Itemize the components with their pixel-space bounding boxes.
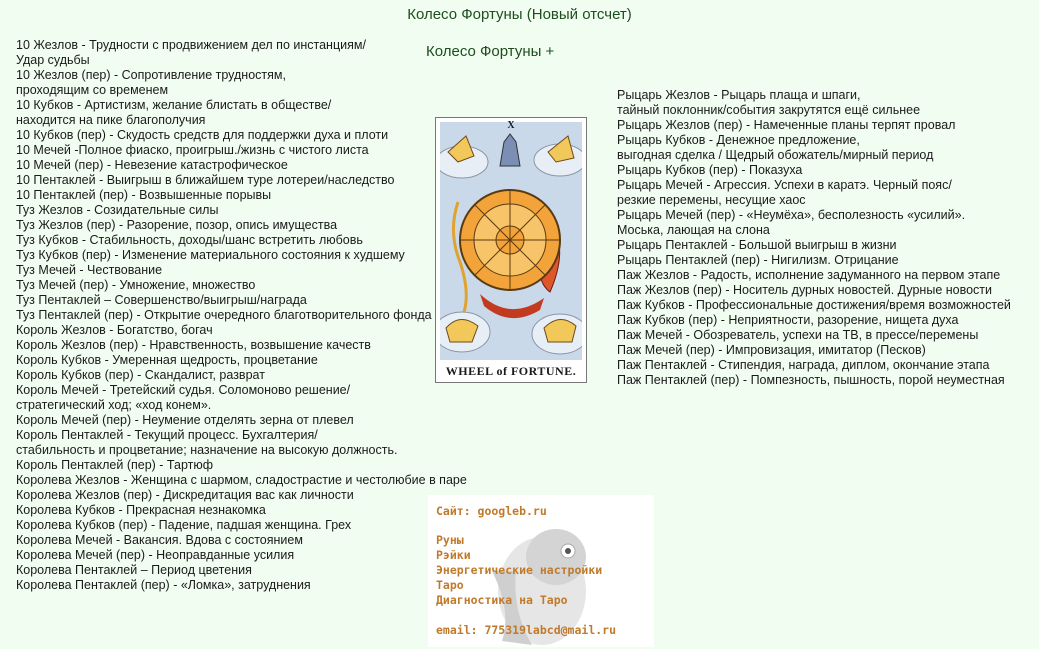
meaning-line: Рыцарь Мечей - Агрессия. Успехи в каратэ. Черный пояс/ — [617, 178, 952, 192]
email-link[interactable]: email: 775319labcd@mail.ru — [436, 623, 617, 637]
meaning-line: Король Мечей - Третейский судья. Соломоново решение/ — [16, 383, 351, 397]
meaning-line: Паж Пентаклей (пер) - Помпезность, пышность, порой неуместная — [617, 373, 1005, 387]
meaning-line: Король Кубков - Умеренная щедрость, процветание — [16, 353, 318, 367]
meaning-line: Рыцарь Пентаклей - Большой выигрыш в жизни — [617, 238, 897, 252]
meaning-line: Паж Кубков (пер) - Неприятности, разорение, нищета духа — [617, 313, 959, 327]
meaning-line: Паж Пентаклей - Стипендия, награда, диплом, окончание этапа — [617, 358, 990, 372]
meaning-line: Паж Жезлов - Радость, исполнение задуманного на первом этапе — [617, 268, 1001, 282]
meaning-line: 10 Пентаклей (пер) - Возвышенные порывы — [16, 188, 272, 202]
left-meanings-list — [16, 38, 467, 593]
meaning-line: Удар судьбы — [16, 53, 90, 67]
meaning-line: Туз Мечей - Чествование — [16, 263, 163, 277]
meaning-line: Моська, лающая на слона — [617, 223, 770, 237]
meaning-line: выгодная сделка / Щедрый обожатель/мирный период — [617, 148, 934, 162]
meaning-line: Паж Мечей (пер) - Импровизация, имитатор (Песков) — [617, 343, 926, 357]
meaning-line: Рыцарь Кубков (пер) - Показуха — [617, 163, 803, 177]
meaning-line: Король Мечей (пер) - Неумение отделять зерна от плевел — [16, 413, 354, 427]
meaning-line: Королева Пентаклей (пер) - «Ломка», затруднения — [16, 578, 311, 592]
meaning-line: Королева Кубков - Прекрасная незнакомка — [16, 503, 266, 517]
meaning-line: 10 Жезлов - Трудности с продвижением дел по инстанциям/ — [16, 38, 366, 52]
meaning-line: стабильность и процветание; назначение на высокую должность. — [16, 443, 398, 457]
meaning-line: Королева Пентаклей – Период цветения — [16, 563, 252, 577]
meaning-line: Король Жезлов - Богатство, богач — [16, 323, 213, 337]
meaning-line: Туз Жезлов (пер) - Разорение, позор, опись имущества — [16, 218, 338, 232]
site-link[interactable]: Сайт: googleb.ru — [436, 504, 547, 518]
service-tarot: Таро — [436, 578, 464, 592]
meaning-line: находится на пике благополучия — [16, 113, 206, 127]
meaning-line: 10 Мечей -Полное фиаско, проигрыш./жизнь с чистого листа — [16, 143, 369, 157]
meaning-line: Королева Мечей (пер) - Неоправданные усилия — [16, 548, 295, 562]
meaning-line: Паж Кубков - Профессиональные достижения/время возможностей — [617, 298, 1011, 312]
meaning-line: стратегический ход; «ход конем». — [16, 398, 212, 412]
meaning-line: Рыцарь Кубков - Денежное предложение, — [617, 133, 860, 147]
meaning-line: Туз Пентаклей (пер) - Открытие очередного благотворительного фонда — [16, 308, 432, 322]
meaning-line: Туз Мечей (пер) - Умножение, множество — [16, 278, 256, 292]
meaning-line: Туз Пентаклей – Совершенство/выигрыш/награда — [16, 293, 307, 307]
service-diagnostics: Диагностика на Таро — [436, 593, 568, 607]
meaning-line: Рыцарь Пентаклей (пер) - Нигилизм. Отрицание — [617, 253, 899, 267]
meaning-line: Рыцарь Жезлов - Рыцарь плаща и шпаги, — [617, 88, 861, 102]
meaning-line: Король Жезлов (пер) - Нравственность, возвышение качеств — [16, 338, 371, 352]
meaning-line: 10 Пентаклей - Выигрыш в ближайшем туре лотереи/наследство — [16, 173, 395, 187]
meaning-line: Туз Кубков (пер) - Изменение материального состояния к худшему — [16, 248, 405, 262]
advert-block — [428, 495, 654, 647]
meaning-line: Рыцарь Жезлов (пер) - Намеченные планы терпят провал — [617, 118, 956, 132]
meaning-line: резкие перемены, несущие хаос — [617, 193, 806, 207]
meaning-line: проходящим со временем — [16, 83, 169, 97]
meaning-line: Паж Жезлов (пер) - Носитель дурных новостей. Дурные новости — [617, 283, 993, 297]
page-title: Колесо Фортуны (Новый отсчет) — [407, 6, 632, 23]
card-illustration — [440, 122, 582, 360]
card-caption: WHEEL of FORTUNE. — [445, 364, 577, 378]
meaning-line: Паж Мечей - Обозреватель, успехи на ТВ, в прессе/перемены — [617, 328, 979, 342]
meaning-line: Королева Мечей - Вакансия. Вдова с состоянием — [16, 533, 303, 547]
meaning-line: 10 Мечей (пер) - Невезение катастрофическое — [16, 158, 288, 172]
service-energy: Энергетические настройки — [436, 563, 603, 577]
meaning-line: Королева Жезлов - Женщина с шармом, сладострастие и честолюбие в паре — [16, 473, 467, 487]
meaning-line: Королева Жезлов (пер) - Дискредитация вас как личности — [16, 488, 354, 502]
meaning-line: 10 Кубков (пер) - Скудость средств для поддержки духа и плоти — [16, 128, 389, 142]
meaning-line: Король Пентаклей (пер) - Тартюф — [16, 458, 214, 472]
meaning-line: 10 Кубков - Артистизм, желание блистать в обществе/ — [16, 98, 332, 112]
wheel-of-fortune-card — [435, 117, 587, 383]
card-numeral: X — [507, 120, 515, 131]
meaning-line: Король Кубков (пер) - Скандалист, разврат — [16, 368, 265, 382]
card-subtitle: Колесо Фортуны + — [426, 43, 555, 60]
right-meanings-list — [617, 88, 1011, 388]
service-reiki: Рэйки — [436, 548, 471, 562]
meaning-line: Королева Кубков (пер) - Падение, падшая женщина. Грех — [16, 518, 352, 532]
meaning-line: Туз Кубков - Стабильность, доходы/шанс встретить любовь — [16, 233, 363, 247]
meaning-line: 10 Жезлов (пер) - Сопротивление трудностям, — [16, 68, 286, 82]
meaning-line: Король Пентаклей - Текущий процесс. Бухгалтерия/ — [16, 428, 318, 442]
meaning-line: Туз Жезлов - Созидательные силы — [16, 203, 219, 217]
service-runes: Руны — [436, 533, 464, 547]
meaning-line: Рыцарь Мечей (пер) - «Неумёха», бесполезность «усилий». — [617, 208, 966, 222]
meaning-line: тайный поклонник/события закрутятся ещё сильнее — [617, 103, 921, 117]
